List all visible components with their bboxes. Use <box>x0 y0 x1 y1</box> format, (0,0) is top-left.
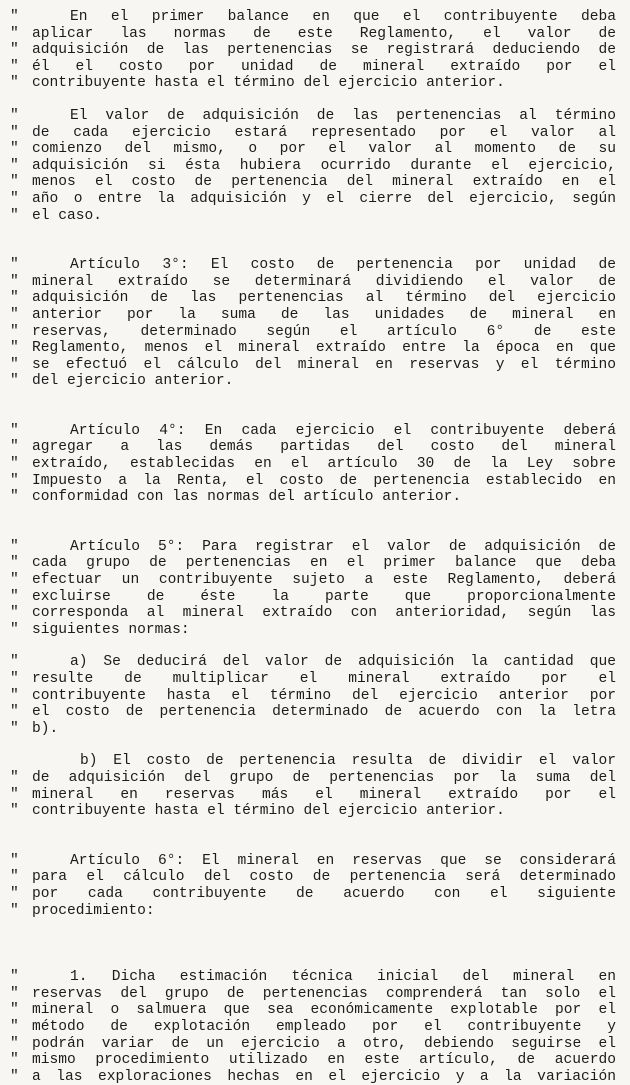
quote-mark: " <box>10 1002 19 1019</box>
text-line: mineral o salmuera que sea económicamente explotable por el <box>32 1002 616 1019</box>
text-line: cada grupo de pertenencias en el primer balance que deba <box>32 555 616 572</box>
text-line: Artículo 4°: En cada ejercicio el contribuyente deberá <box>70 422 616 439</box>
text-line: el costo de pertenencia determinado de acuerdo con la letra <box>32 704 616 721</box>
quote-mark: " <box>10 157 19 174</box>
quote-mark: " <box>10 869 19 886</box>
text-line: 1. Dicha estimación técnica inicial del mineral en <box>70 969 616 986</box>
quote-mark: " <box>10 58 19 75</box>
text-line: extraído, establecidas en el artículo 30 de la Ley sobre <box>32 456 616 473</box>
quote-mark: " <box>10 422 19 439</box>
text-line: Reglamento, menos el mineral extraído entre la época en que <box>32 340 616 357</box>
quote-mark: " <box>10 323 19 340</box>
text-line: excluirse de éste la parte que proporcionalmente <box>32 588 616 605</box>
quote-mark: " <box>10 621 19 638</box>
paragraph-articulo-4 <box>10 422 616 506</box>
text-line: del ejercicio anterior. <box>32 373 234 390</box>
quote-mark: " <box>10 439 19 456</box>
paragraph-articulo-3 <box>10 257 616 390</box>
quote-mark: " <box>10 107 19 124</box>
text-line: conformidad con las normas del artículo anterior. <box>32 489 462 506</box>
paragraph-valor-adquisicion-primer-balance <box>10 9 616 92</box>
quote-mark: " <box>10 885 19 902</box>
text-line: siguientes normas: <box>32 621 190 638</box>
text-line: adquisición si ésta hubiera ocurrido durante el ejercicio, <box>32 157 616 174</box>
quote-mark: " <box>10 555 19 572</box>
text-line: el caso. <box>32 207 103 224</box>
text-line: reservas, determinado según el artículo 6° de este <box>32 323 616 340</box>
text-line: a) Se deducirá del valor de adquisición la cantidad que <box>70 654 616 671</box>
quote-mark: " <box>10 273 19 290</box>
text-line: Impuesto a la Renta, el costo de pertenencia establecido en <box>32 472 616 489</box>
quote-mark: " <box>10 124 19 141</box>
quote-mark: " <box>10 852 19 869</box>
text-line: Artículo 6°: El mineral en reservas que se considerará <box>70 852 616 869</box>
text-line: contribuyente hasta el término del ejercicio anterior. <box>32 75 505 92</box>
text-line: resulte de multiplicar el mineral extraído por el <box>32 671 616 687</box>
quote-mark: " <box>10 572 19 589</box>
text-line: a las exploraciones hechas en el ejercicio y a la variación <box>32 1068 616 1085</box>
text-line: El valor de adquisición de las pertenencias al término <box>70 107 616 124</box>
quote-mark: " <box>10 654 19 671</box>
quote-mark: " <box>10 174 19 191</box>
text-line: agregar a las demás partidas del costo del mineral <box>32 439 616 456</box>
quote-mark: " <box>10 25 19 42</box>
text-line: Artículo 3°: El costo de pertenencia por unidad de <box>70 257 616 274</box>
text-line: adquisición de las pertenencias al término del ejercicio <box>32 290 616 307</box>
quote-mark: " <box>10 1035 19 1052</box>
quote-mark: " <box>10 687 19 704</box>
quote-mark: " <box>10 75 19 92</box>
quote-mark: " <box>10 290 19 307</box>
text-line: año o entre la adquisición y el cierre del ejercicio, según <box>32 190 616 207</box>
text-line: Artículo 5°: Para registrar el valor de adquisición de <box>70 538 616 555</box>
quote-mark: " <box>10 671 19 687</box>
quote-mark: " <box>10 1052 19 1069</box>
quote-mark: " <box>10 373 19 390</box>
quote-mark: " <box>10 489 19 506</box>
quote-mark: " <box>10 141 19 158</box>
quote-mark: " <box>10 1068 19 1085</box>
text-line: mineral extraído se determinará dividiendo el valor de <box>32 273 616 290</box>
quote-mark: " <box>10 902 19 919</box>
text-line: aplicar las normas de este Reglamento, el valor de <box>32 25 616 42</box>
text-line: reservas del grupo de pertenencias comprenderá tan solo el <box>32 985 616 1002</box>
text-line: efectuar un contribuyente sujeto a este Reglamento, deberá <box>32 572 616 589</box>
quote-mark: " <box>10 720 19 737</box>
text-line: procedimiento: <box>32 902 155 919</box>
quote-mark: " <box>10 207 19 224</box>
quote-mark: " <box>10 306 19 323</box>
text-line: mismo procedimiento utilizado en este artículo, de acuerdo <box>32 1052 616 1069</box>
text-line: de adquisición del grupo de pertenencias por la suma del <box>32 769 616 786</box>
quote-mark: " <box>10 190 19 207</box>
quote-mark: " <box>10 969 19 986</box>
quote-mark: " <box>10 356 19 373</box>
text-line: b). <box>32 720 59 737</box>
paragraph-numeral-1 <box>10 969 616 1085</box>
paragraph-letra-b <box>10 753 616 820</box>
quote-mark: " <box>10 605 19 622</box>
quote-mark: " <box>10 340 19 357</box>
quote-mark: " <box>10 538 19 555</box>
text-line: método de explotación empleado por el contribuyente y <box>32 1018 616 1035</box>
text-line: corresponda al mineral extraído con anterioridad, según las <box>32 605 616 622</box>
text-line: b) El costo de pertenencia resulta de dividir el valor <box>80 753 616 770</box>
quote-mark: " <box>10 704 19 721</box>
quote-mark: " <box>10 456 19 473</box>
text-line: adquisición de las pertenencias se registrará deduciendo de <box>32 42 616 59</box>
text-line: contribuyente hasta el término del ejercicio anterior. <box>32 803 505 820</box>
text-line: él el costo por unidad de mineral extraído por el <box>32 58 616 75</box>
text-line: contribuyente hasta el término del ejercicio anterior por <box>32 687 616 704</box>
quote-mark: " <box>10 9 19 25</box>
text-line: mineral en reservas más el mineral extraído por el <box>32 786 616 803</box>
paragraph-articulo-5 <box>10 538 616 639</box>
text-line: comienzo del mismo, o por el valor al momento de su <box>32 141 616 158</box>
paragraph-articulo-6 <box>10 852 616 919</box>
text-line: para el cálculo del costo de pertenencia será determinado <box>32 869 616 886</box>
quote-mark: " <box>10 769 19 786</box>
text-line: se efectuó el cálculo del mineral en reservas y el término <box>32 356 616 373</box>
text-line: de cada ejercicio estará representado por el valor al <box>32 124 616 141</box>
paragraph-letra-a <box>10 654 616 737</box>
quote-mark: " <box>10 472 19 489</box>
quote-mark: " <box>10 588 19 605</box>
text-line: podrán variar de un ejercicio a otro, debiendo seguirse el <box>32 1035 616 1052</box>
quote-mark: " <box>10 985 19 1002</box>
text-line: menos el costo de pertenencia del mineral extraído en el <box>32 174 616 191</box>
text-line: por cada contribuyente de acuerdo con el siguiente <box>32 885 616 902</box>
quote-mark: " <box>10 786 19 803</box>
text-line: En el primer balance en que el contribuyente deba <box>70 9 616 25</box>
paragraph-valor-adquisicion-termino-ejercicio <box>10 107 616 224</box>
quote-mark: " <box>10 1018 19 1035</box>
text-line: anterior por la suma de las unidades de mineral en <box>32 306 616 323</box>
quote-mark: " <box>10 42 19 59</box>
quote-mark: " <box>10 257 19 274</box>
quote-mark: " <box>10 803 19 820</box>
